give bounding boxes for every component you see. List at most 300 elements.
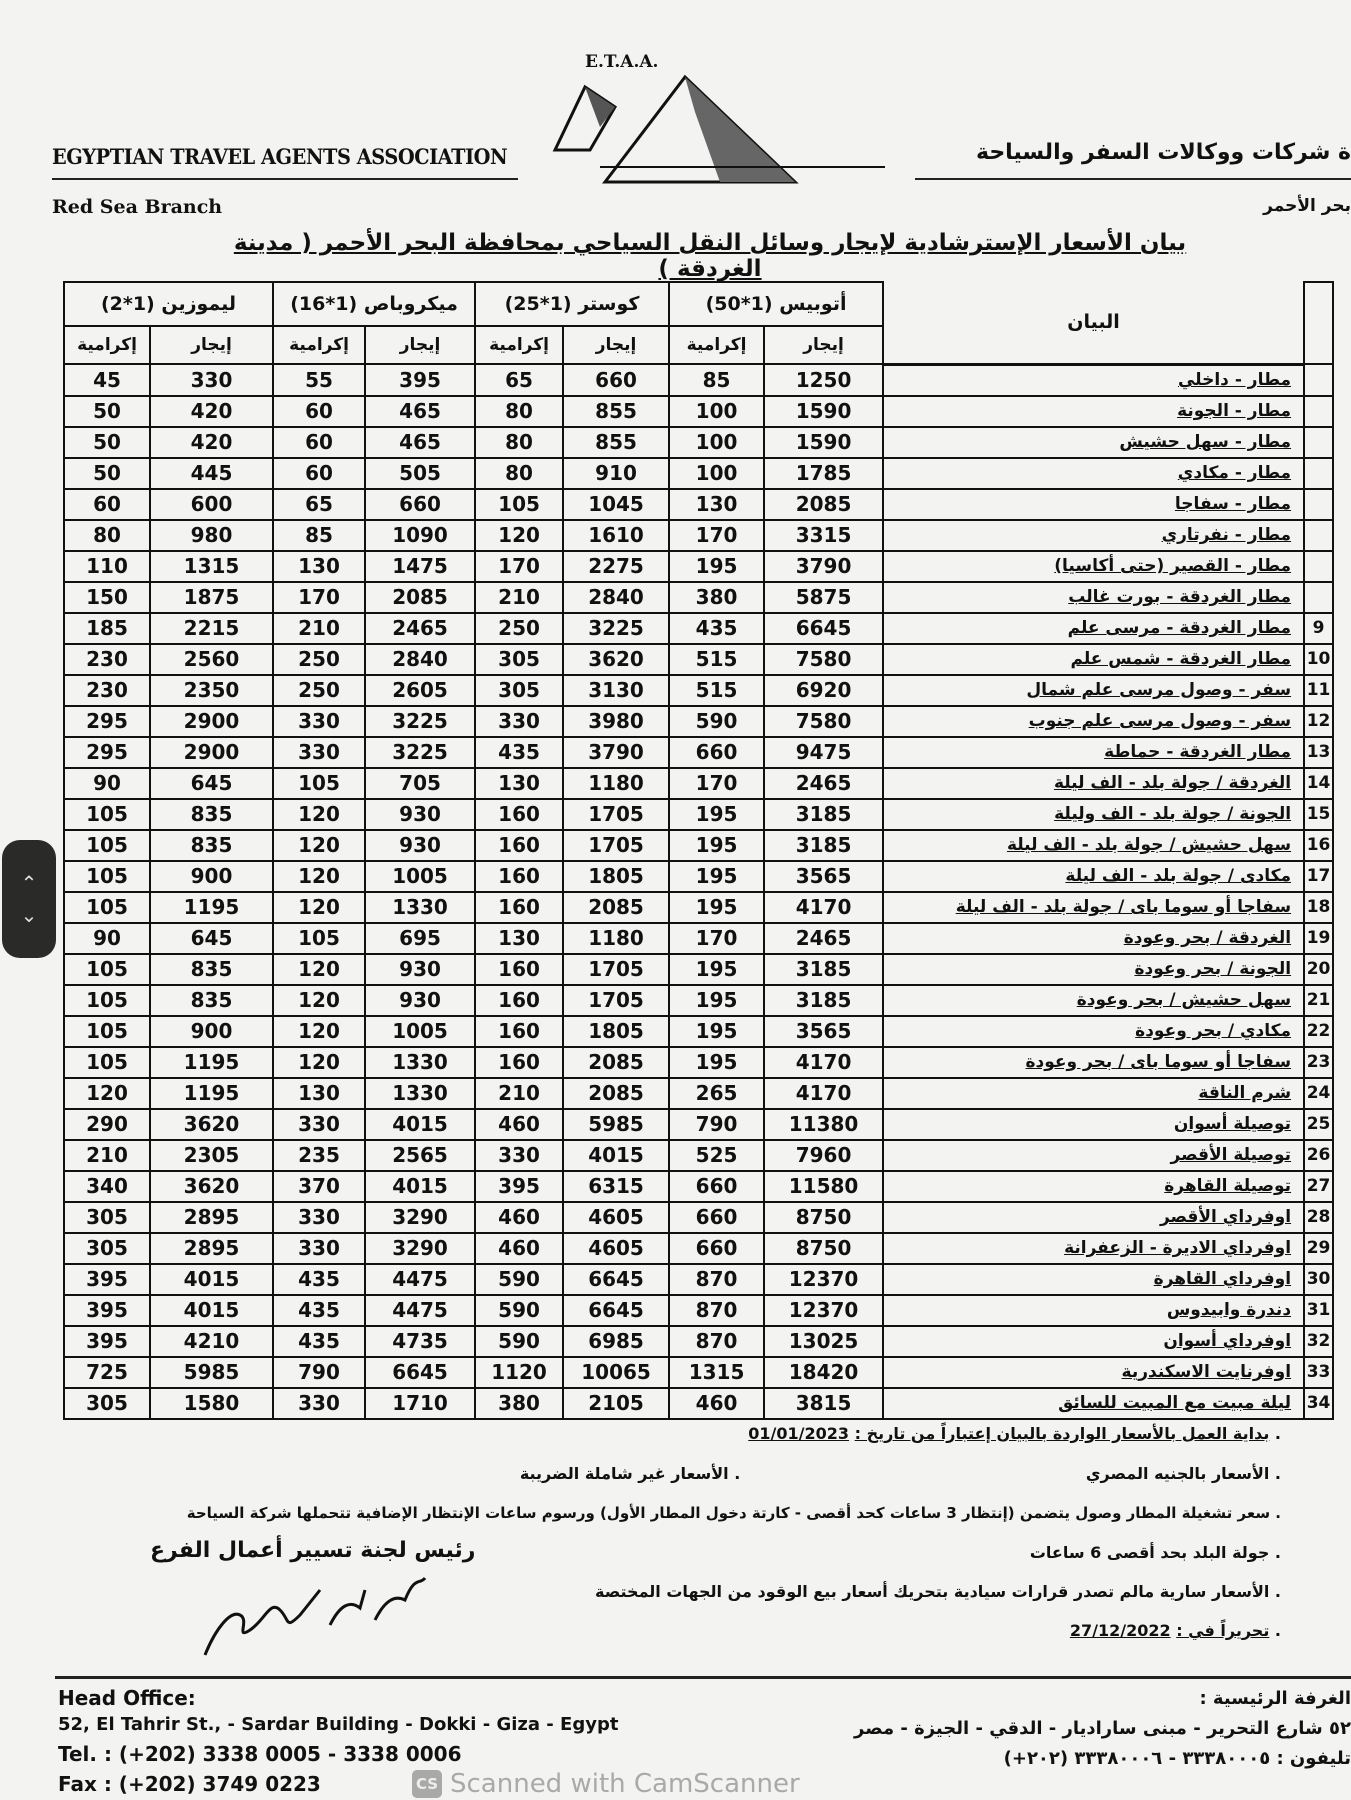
route-description: الجونة / بحر وعودة	[883, 954, 1304, 985]
row-number: 34	[1304, 1388, 1333, 1419]
microbus-rent-cell: 695	[365, 923, 475, 954]
route-description: توصيلة الأقصر	[883, 1140, 1304, 1171]
branch-name-english: Red Sea Branch	[52, 196, 223, 218]
coaster-tip-cell: 1120	[475, 1357, 563, 1388]
limousine-tip-cell: 105	[64, 1047, 150, 1078]
limousine-tip-cell: 340	[64, 1171, 150, 1202]
route-description: اوفرداي القاهرة	[883, 1264, 1304, 1295]
route-description: مطار - الجونة	[883, 396, 1304, 427]
camscanner-watermark: Scanned with CamScanner	[450, 1769, 800, 1799]
table-row	[64, 737, 1333, 768]
route-description: مطار الغردقة - مرسى علم	[883, 613, 1304, 644]
bus-tip-cell: 590	[669, 706, 764, 737]
limousine-tip-cell: 395	[64, 1264, 150, 1295]
coaster-rent-cell: 6315	[563, 1171, 669, 1202]
coaster-tip-cell: 160	[475, 954, 563, 985]
microbus-tip-cell: 235	[273, 1140, 365, 1171]
table-row	[64, 675, 1333, 706]
coaster-rent-cell: 2840	[563, 582, 669, 613]
microbus-tip-cell: 120	[273, 1016, 365, 1047]
vehicle-header-coaster: كوستر (1*25)	[475, 282, 669, 326]
coaster-tip-cell: 160	[475, 799, 563, 830]
limousine-rent-cell: 2560	[150, 644, 273, 675]
number-header	[1304, 282, 1333, 364]
bus-tip-cell: 195	[669, 892, 764, 923]
microbus-tip-cell: 120	[273, 861, 365, 892]
route-description: الغردقة / بحر وعودة	[883, 923, 1304, 954]
coaster-tip-cell: 170	[475, 551, 563, 582]
coaster-tip-cell: 160	[475, 861, 563, 892]
bus-tip-cell: 515	[669, 675, 764, 706]
table-row	[64, 1171, 1333, 1202]
route-description: توصيلة القاهرة	[883, 1171, 1304, 1202]
bus-tip-header: إكرامية	[669, 326, 764, 364]
microbus-tip-cell: 435	[273, 1264, 365, 1295]
table-row	[64, 551, 1333, 582]
row-number: 13	[1304, 737, 1333, 768]
microbus-tip-cell: 435	[273, 1326, 365, 1357]
coaster-tip-cell: 105	[475, 489, 563, 520]
vehicle-header-limousine: ليموزين (1*2)	[64, 282, 273, 326]
bus-rent-cell: 1590	[764, 427, 883, 458]
coaster-tip-cell: 210	[475, 582, 563, 613]
limousine-tip-cell: 105	[64, 985, 150, 1016]
microbus-rent-cell: 1005	[365, 1016, 475, 1047]
row-number: 16	[1304, 830, 1333, 861]
microbus-rent-cell: 705	[365, 768, 475, 799]
route-description: اوفرداي الاديرة - الزعفرانة	[883, 1233, 1304, 1264]
table-row	[64, 1202, 1333, 1233]
limousine-rent-cell: 835	[150, 830, 273, 861]
bus-tip-cell: 195	[669, 799, 764, 830]
route-description: مطار الغردقة - بورت غالب	[883, 582, 1304, 613]
bus-rent-cell: 9475	[764, 737, 883, 768]
issued-date: 27/12/2022	[1069, 1621, 1171, 1640]
currency-note: الأسعار بالجنيه المصري	[1085, 1464, 1270, 1483]
microbus-tip-cell: 210	[273, 613, 365, 644]
route-description: سفاجا أو سوما باى / بحر وعودة	[883, 1047, 1304, 1078]
bus-rent-cell: 5875	[764, 582, 883, 613]
validity-note: الأسعار سارية مالم تصدر قرارات سيادية بتحريك أسعار بيع الوقود من الجهات المختصة	[595, 1582, 1270, 1601]
table-row	[64, 1326, 1333, 1357]
route-description: توصيلة أسوان	[883, 1109, 1304, 1140]
coaster-rent-cell: 1805	[563, 1016, 669, 1047]
coaster-rent-cell: 2105	[563, 1388, 669, 1419]
table-row	[64, 1295, 1333, 1326]
row-number	[1304, 396, 1333, 427]
limousine-rent-cell: 2900	[150, 706, 273, 737]
coaster-rent-cell: 6645	[563, 1264, 669, 1295]
coaster-rent-cell: 5985	[563, 1109, 669, 1140]
coaster-tip-cell: 210	[475, 1078, 563, 1109]
description-header: البيان	[883, 282, 1304, 364]
scroll-down-icon[interactable]: ⌄	[20, 903, 38, 927]
signatory-title: رئيس لجنة تسيير أعمال الفرع	[150, 1538, 476, 1563]
coaster-tip-cell: 80	[475, 427, 563, 458]
coaster-tip-cell: 330	[475, 706, 563, 737]
limousine-tip-cell: 50	[64, 396, 150, 427]
bus-rent-cell: 6645	[764, 613, 883, 644]
route-description: اوفرنايت الاسكندرية	[883, 1357, 1304, 1388]
limousine-rent-cell: 835	[150, 954, 273, 985]
vehicle-header-microbus: ميكروباص (1*16)	[273, 282, 475, 326]
bus-rent-cell: 18420	[764, 1357, 883, 1388]
coaster-tip-cell: 130	[475, 768, 563, 799]
microbus-tip-cell: 65	[273, 489, 365, 520]
bus-rent-cell: 3565	[764, 861, 883, 892]
limousine-rent-cell: 445	[150, 458, 273, 489]
limousine-rent-cell: 835	[150, 985, 273, 1016]
limousine-tip-cell: 110	[64, 551, 150, 582]
bus-tip-cell: 460	[669, 1388, 764, 1419]
bus-tip-cell: 870	[669, 1264, 764, 1295]
row-number: 12	[1304, 706, 1333, 737]
bus-tip-cell: 265	[669, 1078, 764, 1109]
scroll-up-icon[interactable]: ⌃	[20, 871, 38, 895]
coaster-rent-cell: 3980	[563, 706, 669, 737]
coaster-rent-cell: 3225	[563, 613, 669, 644]
row-number	[1304, 458, 1333, 489]
route-description: ليلة مبيت مع المبيت للسائق	[883, 1388, 1304, 1419]
coaster-rent-cell: 10065	[563, 1357, 669, 1388]
bus-rent-cell: 11580	[764, 1171, 883, 1202]
row-number	[1304, 364, 1333, 396]
limousine-tip-cell: 80	[64, 520, 150, 551]
vehicle-header-bus: أتوبيس (1*50)	[669, 282, 883, 326]
note-validity: . الأسعار سارية مالم تصدر قرارات سيادية بتحريك أسعار بيع الوقود من الجهات المختصة	[595, 1582, 1281, 1601]
microbus-tip-cell: 370	[273, 1171, 365, 1202]
footer-address-en: 52, El Tahrir St., - Sardar Building - Dokki - Giza - Egypt	[58, 1714, 619, 1735]
limousine-rent-cell: 1315	[150, 551, 273, 582]
table-row	[64, 985, 1333, 1016]
limousine-rent-cell: 2895	[150, 1202, 273, 1233]
limousine-rent-cell: 645	[150, 923, 273, 954]
row-number: 29	[1304, 1233, 1333, 1264]
table-row	[64, 1078, 1333, 1109]
coaster-tip-cell: 460	[475, 1109, 563, 1140]
bus-tip-cell: 100	[669, 396, 764, 427]
row-number: 31	[1304, 1295, 1333, 1326]
limousine-rent-cell: 2305	[150, 1140, 273, 1171]
microbus-tip-cell: 250	[273, 675, 365, 706]
microbus-rent-cell: 4015	[365, 1171, 475, 1202]
row-number: 19	[1304, 923, 1333, 954]
coaster-rent-cell: 1705	[563, 985, 669, 1016]
limousine-rent-cell: 980	[150, 520, 273, 551]
microbus-tip-cell: 105	[273, 768, 365, 799]
note-airport-transfer: . سعر تشغيلة المطار وصول يتضمن (إنتظار 3 ساعات كحد أقصى - كارتة دخول المطار الأول) ورسوم ساعات الإنتظار الإضافية تتحملها شركة السياحة	[186, 1504, 1281, 1522]
limousine-tip-cell: 45	[64, 364, 150, 396]
limousine-tip-cell: 60	[64, 489, 150, 520]
city-tour-note: جولة البلد بحد أقصى 6 ساعات	[1029, 1543, 1270, 1562]
microbus-tip-cell: 120	[273, 954, 365, 985]
association-name-arabic: ة شركات ووكالات السفر والسياحة	[975, 140, 1351, 165]
row-number: 14	[1304, 768, 1333, 799]
logo-acronym: E.T.A.A.	[585, 52, 659, 72]
header-rule-right	[915, 178, 1351, 180]
bus-rent-cell: 12370	[764, 1295, 883, 1326]
microbus-tip-cell: 130	[273, 1078, 365, 1109]
bus-rent-cell: 6920	[764, 675, 883, 706]
footer-address-ar: ٥٢ شارع التحرير - مبنى ساراديار - الدقي - الجيزة - مصر	[854, 1718, 1351, 1739]
limousine-tip-cell: 90	[64, 768, 150, 799]
coaster-rent-cell: 1180	[563, 923, 669, 954]
route-description: مطار - سفاجا	[883, 489, 1304, 520]
coaster-rent-cell: 1805	[563, 861, 669, 892]
microbus-rent-cell: 2840	[365, 644, 475, 675]
limousine-tip-cell: 185	[64, 613, 150, 644]
microbus-tip-cell: 330	[273, 706, 365, 737]
microbus-tip-cell: 330	[273, 1233, 365, 1264]
coaster-rent-cell: 6645	[563, 1295, 669, 1326]
bus-tip-cell: 870	[669, 1295, 764, 1326]
table-row	[64, 1357, 1333, 1388]
coaster-rent-cell: 4015	[563, 1140, 669, 1171]
start-date-value: 01/01/2023	[748, 1424, 850, 1443]
issued-label: تحريراً في :	[1176, 1621, 1270, 1640]
limousine-rent-cell: 645	[150, 768, 273, 799]
microbus-tip-cell: 330	[273, 1388, 365, 1419]
footer-head-office-en: Head Office:	[58, 1686, 196, 1710]
note-start-date: . بداية العمل بالأسعار الواردة بالبيان إعتباراً من تاريخ : 01/01/2023	[748, 1424, 1281, 1443]
coaster-tip-cell: 250	[475, 613, 563, 644]
row-number: 21	[1304, 985, 1333, 1016]
limousine-rent-cell: 900	[150, 1016, 273, 1047]
microbus-rent-cell: 3225	[365, 737, 475, 768]
bus-tip-cell: 170	[669, 768, 764, 799]
limousine-rent-cell: 1580	[150, 1388, 273, 1419]
handwritten-signature-icon	[190, 1570, 440, 1660]
bus-tip-cell: 380	[669, 582, 764, 613]
microbus-rent-cell: 1090	[365, 520, 475, 551]
bus-rent-cell: 3185	[764, 985, 883, 1016]
limousine-rent-cell: 420	[150, 427, 273, 458]
coaster-rent-cell: 660	[563, 364, 669, 396]
footer-head-office-ar: الغرفة الرئيسية :	[1199, 1688, 1351, 1709]
bus-rent-cell: 3185	[764, 954, 883, 985]
microbus-rent-cell: 1005	[365, 861, 475, 892]
pyramids-logo-icon	[545, 72, 885, 187]
limousine-rent-cell: 4015	[150, 1264, 273, 1295]
limousine-tip-cell: 295	[64, 706, 150, 737]
microbus-rent-cell: 1330	[365, 1078, 475, 1109]
microbus-rent-cell: 930	[365, 799, 475, 830]
table-row	[64, 1047, 1333, 1078]
table-row	[64, 861, 1333, 892]
row-number	[1304, 489, 1333, 520]
row-number: 10	[1304, 644, 1333, 675]
row-number: 17	[1304, 861, 1333, 892]
bus-tip-cell: 1315	[669, 1357, 764, 1388]
route-description: مطار - سهل حشيش	[883, 427, 1304, 458]
bus-tip-cell: 660	[669, 1233, 764, 1264]
route-description: مطار - نفرتاري	[883, 520, 1304, 551]
row-number: 18	[1304, 892, 1333, 923]
bus-rent-cell: 8750	[764, 1202, 883, 1233]
coaster-tip-cell: 380	[475, 1388, 563, 1419]
table-row	[64, 489, 1333, 520]
microbus-rent-cell: 3290	[365, 1202, 475, 1233]
scroll-nav-widget[interactable]	[2, 840, 56, 958]
coaster-tip-header: إكرامية	[475, 326, 563, 364]
table-row	[64, 396, 1333, 427]
row-number: 30	[1304, 1264, 1333, 1295]
coaster-tip-cell: 160	[475, 985, 563, 1016]
limousine-tip-cell: 105	[64, 954, 150, 985]
microbus-rent-cell: 2465	[365, 613, 475, 644]
bus-rent-cell: 12370	[764, 1264, 883, 1295]
coaster-tip-cell: 305	[475, 644, 563, 675]
bus-rent-cell: 1590	[764, 396, 883, 427]
coaster-tip-cell: 65	[475, 364, 563, 396]
coaster-tip-cell: 160	[475, 830, 563, 861]
bus-tip-cell: 85	[669, 364, 764, 396]
bus-rent-cell: 2465	[764, 768, 883, 799]
microbus-tip-cell: 250	[273, 644, 365, 675]
limousine-rent-cell: 3620	[150, 1109, 273, 1140]
start-date-label: بداية العمل بالأسعار الواردة بالبيان إعتباراً من تاريخ :	[854, 1424, 1270, 1443]
bus-tip-cell: 100	[669, 427, 764, 458]
bus-rent-cell: 8750	[764, 1233, 883, 1264]
coaster-rent-cell: 3130	[563, 675, 669, 706]
bus-tip-cell: 195	[669, 830, 764, 861]
table-row	[64, 1264, 1333, 1295]
limousine-tip-cell: 230	[64, 675, 150, 706]
coaster-rent-cell: 3620	[563, 644, 669, 675]
bus-rent-cell: 7960	[764, 1140, 883, 1171]
limousine-tip-cell: 305	[64, 1233, 150, 1264]
note-currency: . الأسعار بالجنيه المصري . الأسعار غير شاملة الضريبة	[519, 1464, 1281, 1483]
row-number	[1304, 520, 1333, 551]
price-table	[63, 281, 1334, 1420]
coaster-tip-cell: 130	[475, 923, 563, 954]
microbus-rent-cell: 660	[365, 489, 475, 520]
route-description: مكادي / بحر وعودة	[883, 1016, 1304, 1047]
bus-rent-cell: 4170	[764, 892, 883, 923]
table-row	[64, 768, 1333, 799]
limousine-tip-cell: 105	[64, 892, 150, 923]
microbus-tip-cell: 170	[273, 582, 365, 613]
route-description: مطار الغردقة - شمس علم	[883, 644, 1304, 675]
table-row	[64, 706, 1333, 737]
row-number: 20	[1304, 954, 1333, 985]
limousine-rent-cell: 1195	[150, 1078, 273, 1109]
coaster-rent-cell: 4605	[563, 1233, 669, 1264]
limousine-tip-cell: 105	[64, 1016, 150, 1047]
row-number: 15	[1304, 799, 1333, 830]
coaster-rent-cell: 4605	[563, 1202, 669, 1233]
bus-rent-cell: 7580	[764, 644, 883, 675]
route-description: سفر - وصول مرسى علم شمال	[883, 675, 1304, 706]
microbus-rent-cell: 395	[365, 364, 475, 396]
bus-rent-cell: 2085	[764, 489, 883, 520]
microbus-tip-cell: 330	[273, 737, 365, 768]
coaster-rent-cell: 1180	[563, 768, 669, 799]
row-number	[1304, 582, 1333, 613]
microbus-tip-cell: 435	[273, 1295, 365, 1326]
coaster-rent-cell: 1045	[563, 489, 669, 520]
limousine-tip-cell: 120	[64, 1078, 150, 1109]
limousine-tip-cell: 290	[64, 1109, 150, 1140]
bus-rent-cell: 2465	[764, 923, 883, 954]
limousine-rent-cell: 1875	[150, 582, 273, 613]
microbus-rent-cell: 930	[365, 985, 475, 1016]
document-title: بيان الأسعار الإسترشادية لإيجار وسائل النقل السياحي بمحافظة البحر الأحمر ( مدينة الغردقة )	[233, 230, 1187, 282]
bus-rent-cell: 4170	[764, 1078, 883, 1109]
route-description: شرم الناقة	[883, 1078, 1304, 1109]
coaster-rent-cell: 1610	[563, 520, 669, 551]
coaster-tip-cell: 590	[475, 1295, 563, 1326]
limousine-tip-cell: 305	[64, 1202, 150, 1233]
limousine-rent-cell: 1195	[150, 1047, 273, 1078]
microbus-tip-cell: 55	[273, 364, 365, 396]
microbus-rent-cell: 6645	[365, 1357, 475, 1388]
microbus-rent-cell: 3225	[365, 706, 475, 737]
row-number: 33	[1304, 1357, 1333, 1388]
table-row	[64, 954, 1333, 985]
row-number: 28	[1304, 1202, 1333, 1233]
microbus-tip-cell: 330	[273, 1202, 365, 1233]
route-description: الجونة / جولة بلد - الف وليلة	[883, 799, 1304, 830]
limousine-rent-cell: 420	[150, 396, 273, 427]
coaster-rent-cell: 6985	[563, 1326, 669, 1357]
coaster-tip-cell: 590	[475, 1326, 563, 1357]
bus-rent-cell: 3315	[764, 520, 883, 551]
row-number: 27	[1304, 1171, 1333, 1202]
bus-rent-cell: 1250	[764, 364, 883, 396]
coaster-tip-cell: 435	[475, 737, 563, 768]
bus-rent-cell: 7580	[764, 706, 883, 737]
route-description: مطار الغردقة - حماطة	[883, 737, 1304, 768]
coaster-rent-cell: 2275	[563, 551, 669, 582]
row-number: 26	[1304, 1140, 1333, 1171]
microbus-rent-cell: 465	[365, 396, 475, 427]
bus-rent-cell: 3565	[764, 1016, 883, 1047]
coaster-tip-cell: 80	[475, 458, 563, 489]
microbus-rent-header: إيجار	[365, 326, 475, 364]
route-description: دندرة وابيدوس	[883, 1295, 1304, 1326]
coaster-tip-cell: 330	[475, 1140, 563, 1171]
bus-tip-cell: 195	[669, 954, 764, 985]
row-number	[1304, 427, 1333, 458]
microbus-rent-cell: 1710	[365, 1388, 475, 1419]
limousine-tip-cell: 50	[64, 458, 150, 489]
limousine-rent-cell: 5985	[150, 1357, 273, 1388]
camscanner-badge-icon: CS	[412, 1770, 442, 1798]
table-row	[64, 1109, 1333, 1140]
coaster-rent-cell: 2085	[563, 1078, 669, 1109]
microbus-rent-cell: 4015	[365, 1109, 475, 1140]
coaster-rent-cell: 855	[563, 427, 669, 458]
bus-tip-cell: 515	[669, 644, 764, 675]
microbus-tip-cell: 120	[273, 830, 365, 861]
route-description: مطار - مكادي	[883, 458, 1304, 489]
bus-tip-cell: 195	[669, 551, 764, 582]
coaster-rent-cell: 1705	[563, 799, 669, 830]
limousine-tip-cell: 295	[64, 737, 150, 768]
limousine-rent-cell: 4015	[150, 1295, 273, 1326]
microbus-tip-cell: 790	[273, 1357, 365, 1388]
coaster-rent-cell: 1705	[563, 830, 669, 861]
microbus-tip-cell: 120	[273, 799, 365, 830]
bus-tip-cell: 660	[669, 737, 764, 768]
microbus-tip-cell: 130	[273, 551, 365, 582]
limousine-tip-cell: 230	[64, 644, 150, 675]
bus-rent-cell: 3185	[764, 830, 883, 861]
bus-tip-cell: 660	[669, 1202, 764, 1233]
bus-tip-cell: 170	[669, 520, 764, 551]
coaster-tip-cell: 160	[475, 1016, 563, 1047]
